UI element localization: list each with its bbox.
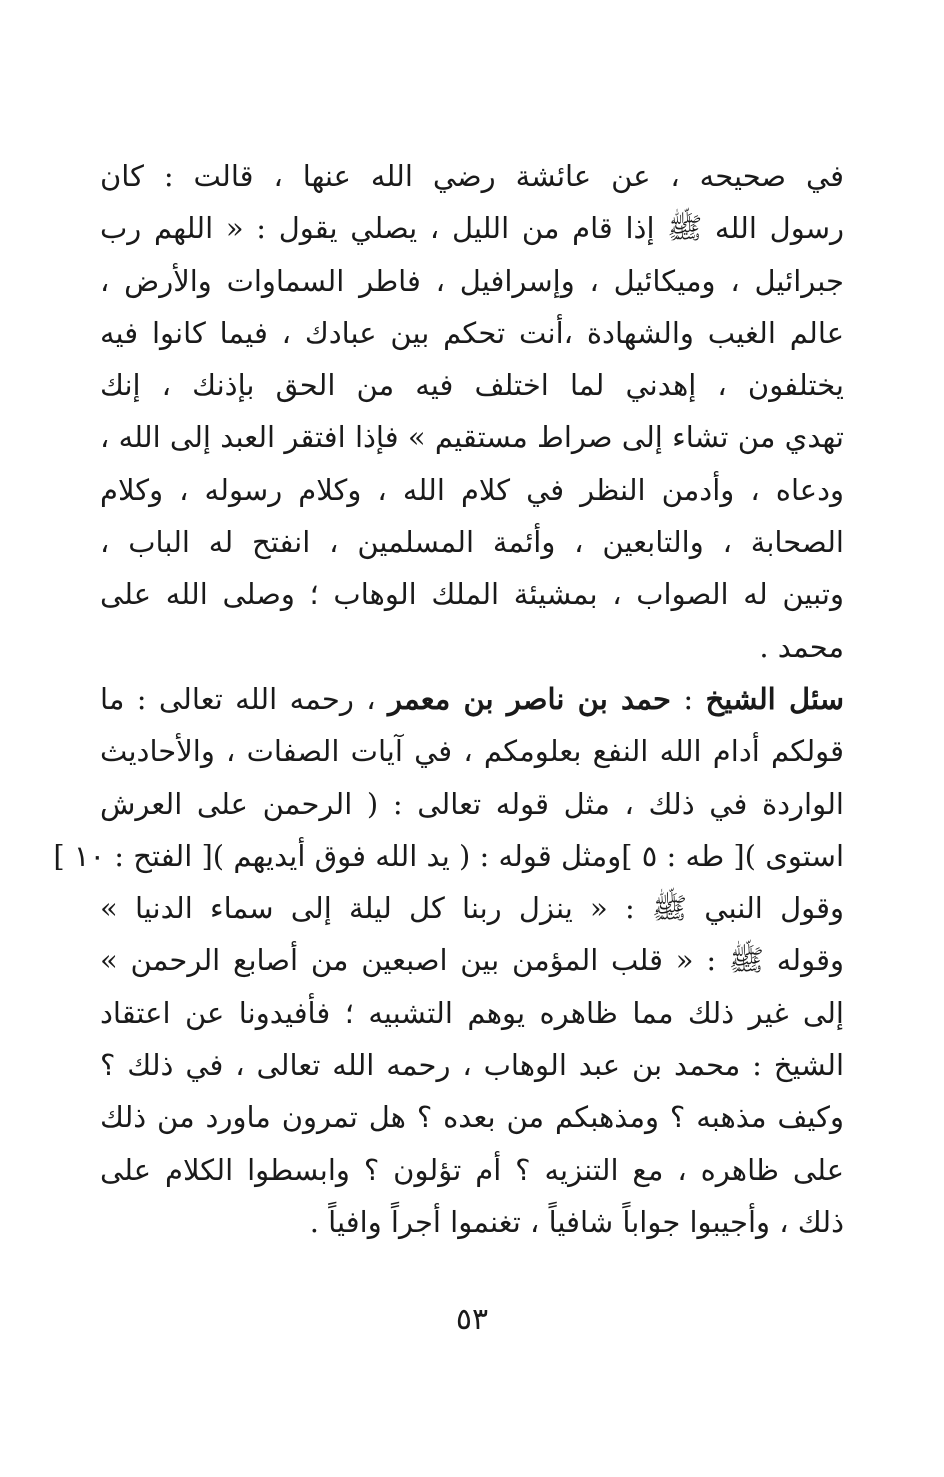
paragraph-2-line: إلى غير ذلك مما ظاهره يوهم التشبيه ؛ فأفيدونا عن اعتقاد [100, 995, 844, 1030]
paragraph-1-line: جبرائيل ، وميكائيل ، وإسرافيل ، فاطر السماوات والأرض ، [100, 263, 844, 298]
paragraph-1-line: محمد . [759, 629, 844, 664]
paragraph-1-line: رسول الله ﷺ إذا قام من الليل ، يصلي يقول : « اللهم رب [100, 211, 844, 246]
paragraph-2-line: وكيف مذهبه ؟ ومذهبكم من بعده ؟ هل تمرون ماورد من ذلك [100, 1100, 844, 1135]
paragraph-1-line: يختلفون ، إهدني لما اختلف فيه من الحق بإذنك ، إنك [100, 368, 844, 403]
heading-colon: : [670, 682, 706, 716]
paragraph-1-line: في صحيحه ، عن عائشة رضي الله عنها ، قالت : كان [100, 159, 844, 193]
scholar-name: حمد بن ناصر بن معمر [387, 682, 671, 716]
paragraph-2 [53, 673, 844, 1248]
paragraph-1 [100, 150, 844, 673]
paragraph-2-first-line [100, 673, 844, 725]
paragraph-2-line: على ظاهره ، مع التنزيه ؟ أم تؤلون ؟ وابسطوا الكلام على [100, 1152, 844, 1187]
paragraph-1-line: الصحابة ، والتابعين ، وأئمة المسلمين ، انفتح له الباب ، [100, 525, 844, 560]
paragraph-2-line: وقوله ﷺ : « قلب المؤمن بين اصبعين من أصابع الرحمن » [100, 943, 844, 978]
paragraph-2-line: استوى )[ طه : ٥ ]ومثل قوله : ( يد الله فوق أيديهم )[ الفتح : ١٠ ] [53, 838, 844, 873]
paragraph-2-line: وقول النبي ﷺ : « ينزل ربنا كل ليلة إلى سماء الدنيا » [100, 891, 844, 926]
paragraph-1-line: عالم الغيب والشهادة ،أنت تحكم بين عبادك ، فيما كانوا فيه [100, 315, 844, 350]
first-line-rest: ، رحمه الله تعالى : ما [100, 682, 388, 716]
paragraph-2-line: الواردة في ذلك ، مثل قوله تعالى : ( الرحمن على العرش [100, 786, 844, 821]
paragraph-1-line: ودعاه ، وأدمن النظر في كلام الله ، وكلام رسوله ، وكلام [100, 472, 844, 507]
paragraph-2-line: ذلك ، وأجيبوا جواباً شافياً ، تغنموا أجراً وافياً . [309, 1204, 844, 1239]
paragraph-2-line: قولكم أدام الله النفع بعلومكم ، في آيات الصفات ، والأحاديث [100, 734, 844, 769]
paragraph-2-line: الشيخ : محمد بن عبد الوهاب ، رحمه الله تعالى ، في ذلك ؟ [100, 1048, 844, 1083]
paragraph-1-line: تهدي من تشاء إلى صراط مستقيم » فإذا افتقر العبد إلى الله ، [100, 420, 844, 455]
page-number: ٥٣ [455, 1302, 489, 1337]
paragraph-1-line: وتبين له الصواب ، بمشيئة الملك الوهاب ؛ وصلى الله على [100, 577, 844, 612]
question-heading: سئل الشيخ [705, 682, 844, 716]
